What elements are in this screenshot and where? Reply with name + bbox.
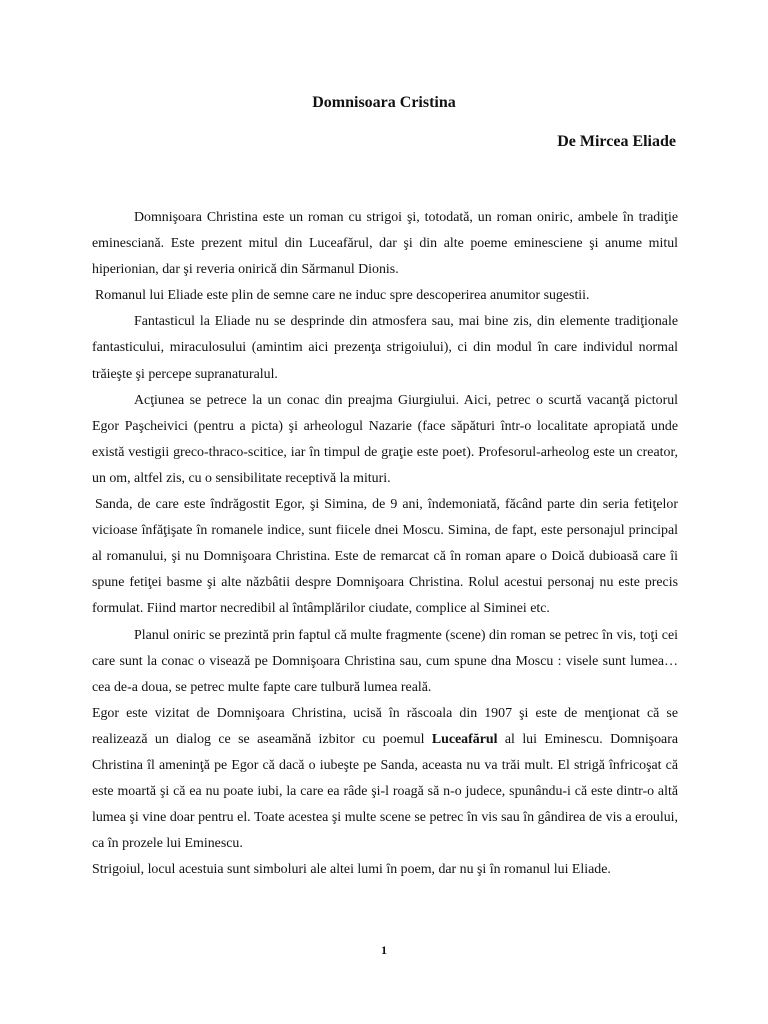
paragraph xyxy=(92,701,678,858)
paragraph: Strigoiul, locul acestuia sunt simboluri ale altei lumi în poem, dar nu şi în romanul lui Eliade. xyxy=(92,862,611,878)
paragraph: Acţiunea se petrece la un conac din preajma Giurgiului. Aici, petrec o scurtă vacanţă pictorul Egor Paşcheivici (pentru a picta) şi arheologul Nazarie (face săpături într-o localitate apropiată unde există vestigii greco-thraco-scitice, iar în timpul de graţie este poet). Profesorul-arheolog este un creator, un om, altfel zis, cu o sensibilitate receptivă la mituri. xyxy=(92,392,678,486)
document-body xyxy=(92,205,678,883)
paragraph-text: al lui Eminescu. Domnişoara Christina îl ameninţă pe Egor că dacă o iubeşte pe Sanda, aceasta nu va trăi mult. El strigă înfricoşat că este moartă şi că ea nu poate iubi, la care ea râde şi-l roagă să n-o judece, spunându-i că este dintr-o altă lumea şi vine doar pentru el. Toate acestea şi multe scene se petrec în vis sau în gândirea de vis a eroului, ca în prozele lui Eminescu. xyxy=(92,731,678,852)
paragraph: Domnişoara Christina este un roman cu strigoi şi, totodată, un roman oniric, ambele în tradiţie eminesciană. Este prezent mitul din Luceafărul, dar şi din alte poeme eminesciene şi anume mitul hiperionian, dar şi reveria onirică din Sărmanul Dionis. xyxy=(92,210,678,278)
paragraph-text: Egor este vizitat de Domnişoara Christina, ucisă în răscoala din 1907 şi este de menţionat că se realizează un dialog ce se aseamănă izbitor cu poemul xyxy=(92,705,678,747)
paragraph: Planul oniric se prezintă prin faptul că multe fragmente (scene) din roman se petrec în vis, toţi cei care sunt la conac o visează pe Domnişoara Christina sau, cum spune dna Moscu : visele sunt lumea…cea de-a doua, se petrec multe fapte care tulbură lumea reală. xyxy=(92,627,678,695)
paragraph: Sanda, de care este îndrăgostit Egor, şi Simina, de 9 ani, îndemoniată, făcând parte din seria fetiţelor vicioase înfăţişate în romanele indice, sunt fiicele dnei Moscu. Simina, de fapt, este personajul principal al romanului, şi nu Domnişoara Christina. Este de remarcat că în roman apare o Doică dubioasă care îi spune fetiţei basme şi alte năzbâtii despre Domnişoara Christina. Rolul acestui personaj nu este precis formulat. Fiind martor necredibil al întâmplărilor ciudate, complice al Siminei etc. xyxy=(92,497,678,617)
page-number: 1 xyxy=(381,943,387,957)
document-title: Domnisoara Cristina xyxy=(312,94,456,111)
paragraph: Romanul lui Eliade este plin de semne care ne induc spre descoperirea anumitor sugestii. xyxy=(95,288,590,304)
bold-title-reference: Luceafărul xyxy=(431,731,498,747)
document-author: De Mircea Eliade xyxy=(557,133,676,150)
paragraph: Fantasticul la Eliade nu se desprinde din atmosfera sau, mai bine zis, din elemente tradiţionale fantasticului, miraculosului (amintim aici prezenţa strigoiului), ci din modul în care individul normal trăieşte şi percepe supranaturalul. xyxy=(92,314,678,382)
